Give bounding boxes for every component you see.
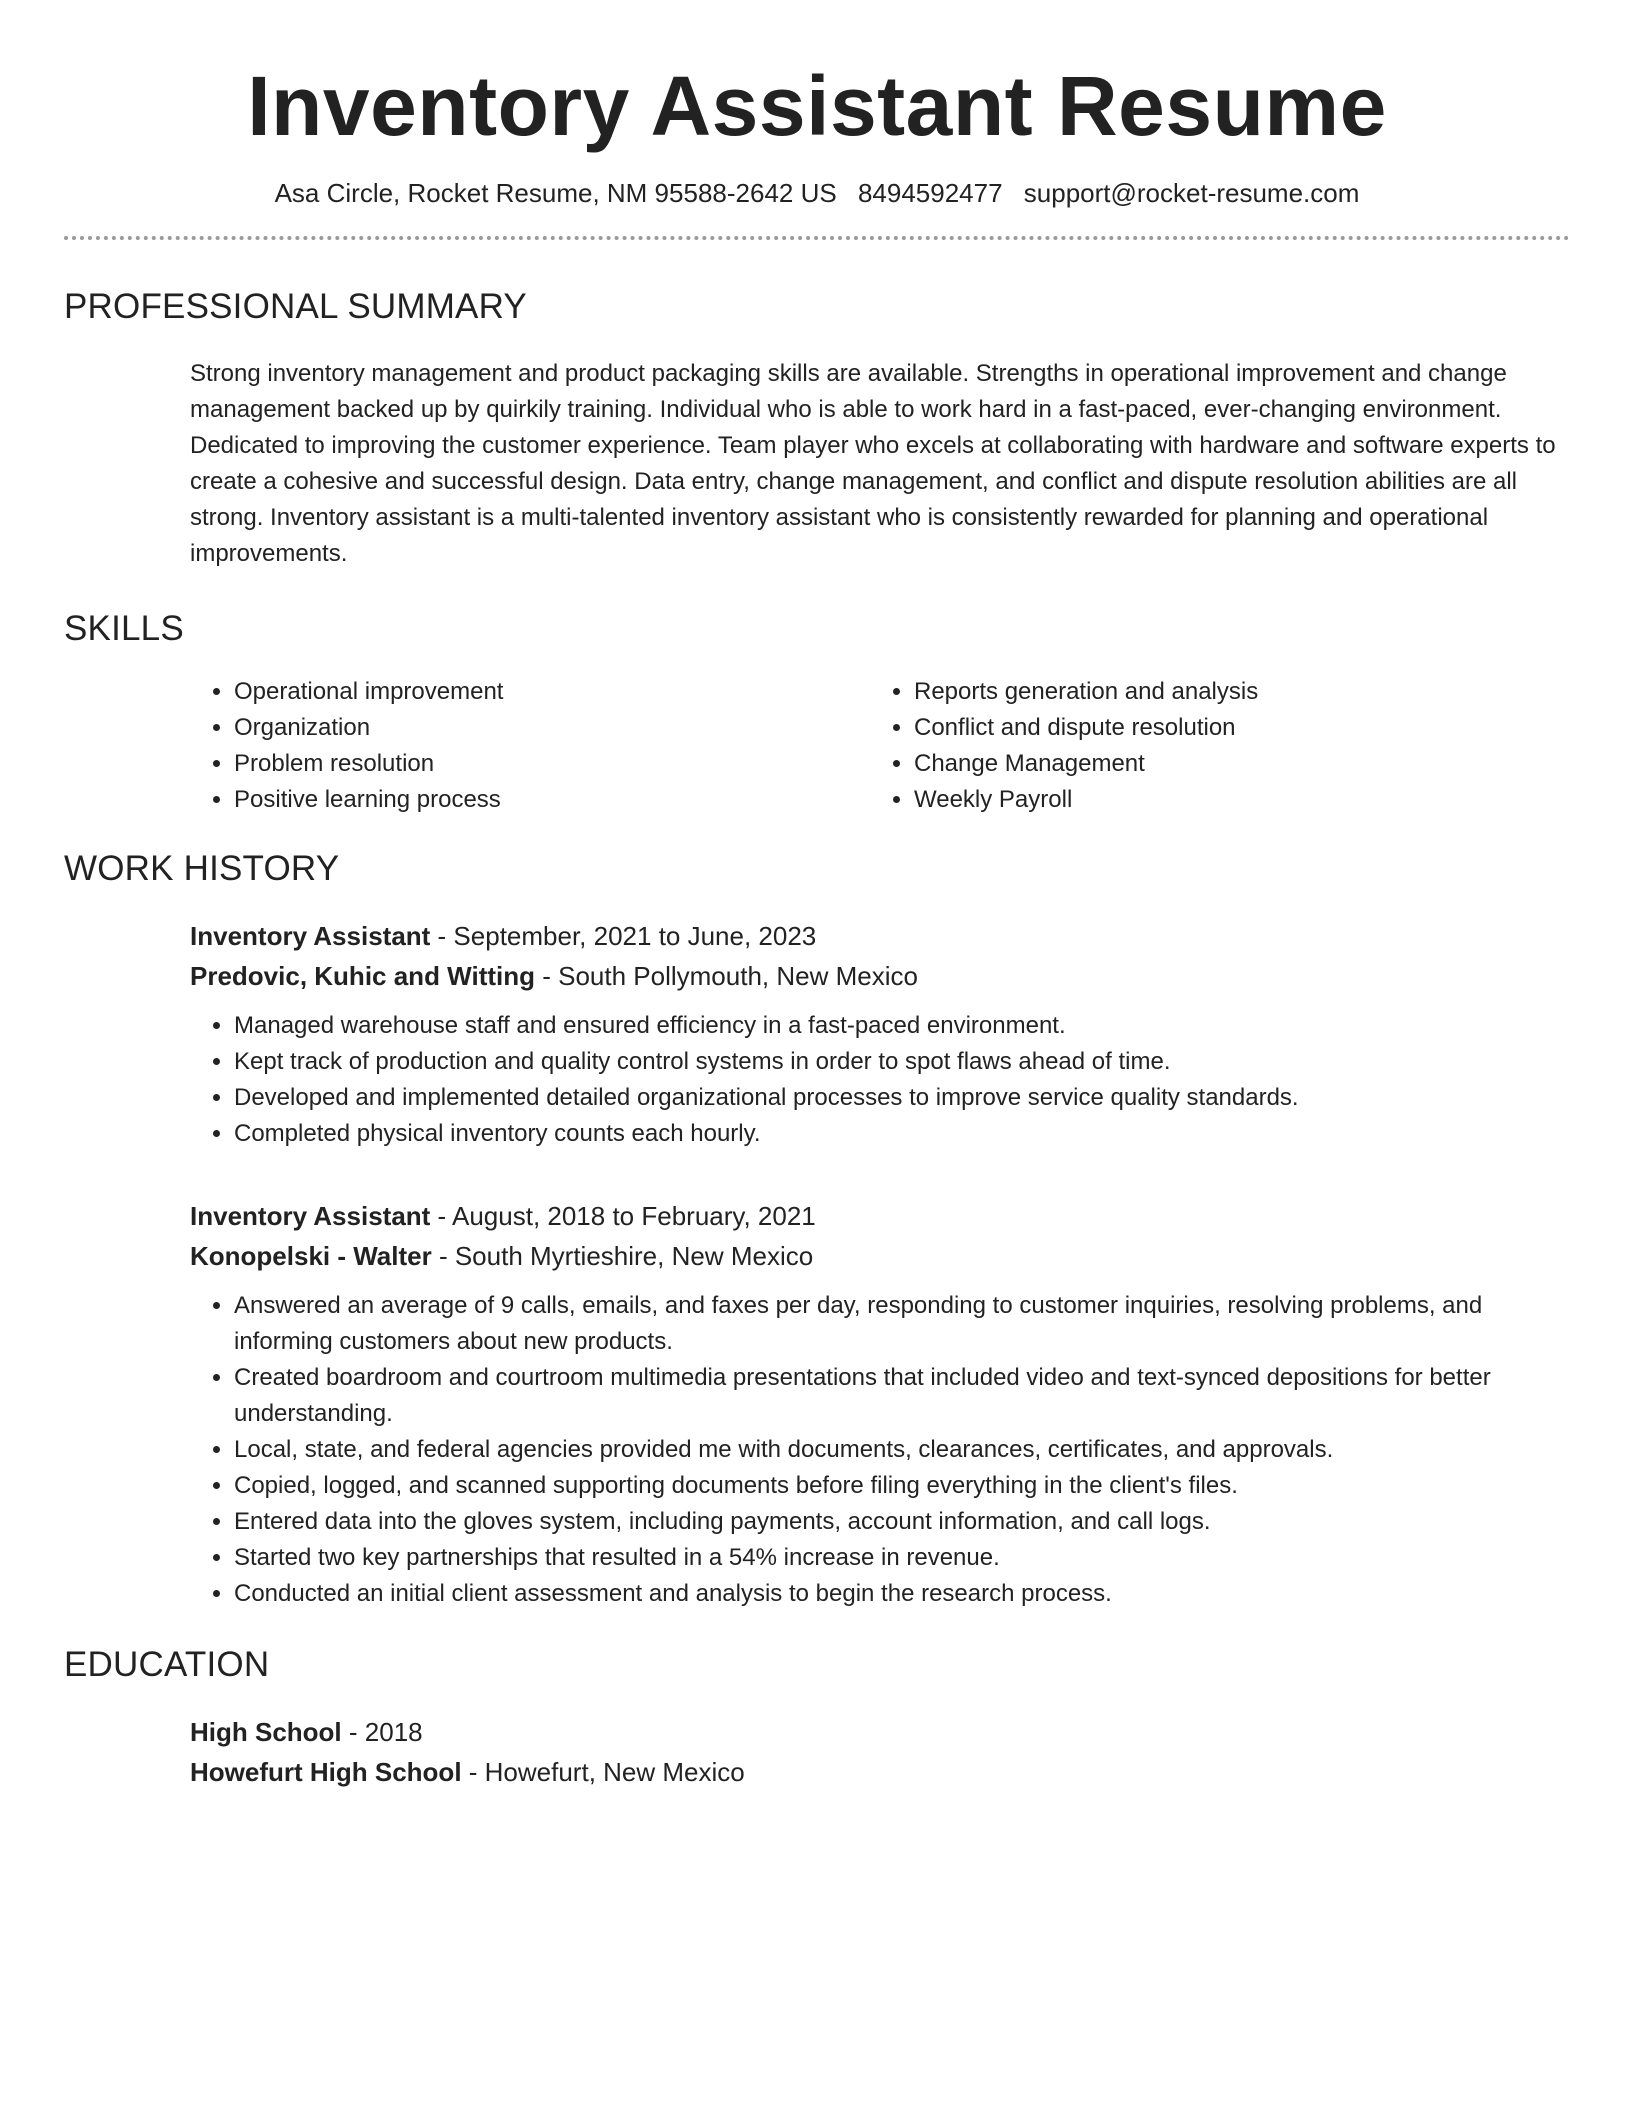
job-bullet: • Managed warehouse staff and ensured efficiency in a fast-paced environment. <box>234 1008 1570 1044</box>
job-bullet: • Answered an average of 9 calls, emails, and faxes per day, responding to customer inquiries, resolving problems, and informing customers about new products. <box>234 1288 1570 1360</box>
job-title: Inventory Assistant <box>190 1201 431 1231</box>
job-bullet: • Started two key partnerships that resulted in a 54% increase in revenue. <box>234 1540 1570 1576</box>
skill-item: • Weekly Payroll <box>914 782 1550 818</box>
education-entry <box>190 1712 1570 1792</box>
skills-heading: SKILLS <box>64 609 184 648</box>
job-entry <box>190 1196 1570 1612</box>
skills-column-left <box>190 674 870 818</box>
education-heading: EDUCATION <box>64 1645 270 1684</box>
summary-heading: PROFESSIONAL SUMMARY <box>64 287 527 326</box>
skill-item: • Problem resolution <box>234 746 870 782</box>
job-company: Predovic, Kuhic and Witting <box>190 961 536 991</box>
resume-page <box>64 0 1570 1792</box>
education-degree: High School <box>190 1717 342 1747</box>
job-bullet: • Conducted an initial client assessment and analysis to begin the research process. <box>234 1576 1570 1612</box>
job-bullet: • Kept track of production and quality control systems in order to spot flaws ahead of time. <box>234 1044 1570 1080</box>
job-bullet: • Created boardroom and courtroom multimedia presentations that included video and text-synced depositions for better understanding. <box>234 1360 1570 1432</box>
job-bullet: • Developed and implemented detailed organizational processes to improve service quality standards. <box>234 1080 1570 1116</box>
skill-item: • Reports generation and analysis <box>914 674 1550 710</box>
skill-item: • Operational improvement <box>234 674 870 710</box>
job-bullet: • Entered data into the gloves system, including payments, account information, and call logs. <box>234 1504 1570 1540</box>
job-bullets <box>190 1008 1570 1152</box>
job-bullets <box>190 1288 1570 1612</box>
job-company: Konopelski - Walter <box>190 1241 432 1271</box>
header-divider <box>64 236 1570 240</box>
job-bullet: • Copied, logged, and scanned supporting documents before filing everything in the client's files. <box>234 1468 1570 1504</box>
job-entry <box>190 916 1570 1152</box>
skill-item: • Organization <box>234 710 870 746</box>
education-school: Howefurt High School <box>190 1757 462 1787</box>
job-title-line <box>190 1196 1570 1236</box>
job-dates: - September, 2021 to June, 2023 <box>430 921 817 951</box>
skill-item: • Change Management <box>914 746 1550 782</box>
education-degree-line <box>190 1712 1570 1752</box>
page-title: Inventory Assistant Resume <box>247 59 1387 153</box>
job-bullet: • Local, state, and federal agencies provided me with documents, clearances, certificates, and approvals. <box>234 1432 1570 1468</box>
job-bullet: • Completed physical inventory counts each hourly. <box>234 1116 1570 1152</box>
contact-email: support@rocket-resume.com <box>1023 178 1360 208</box>
work-history-heading: WORK HISTORY <box>64 849 340 888</box>
skills-list <box>190 674 1570 818</box>
education-year: - 2018 <box>341 1717 423 1747</box>
contact-phone: 8494592477 <box>857 178 1003 208</box>
job-location: - South Pollymouth, New Mexico <box>535 961 918 991</box>
summary-text: Strong inventory management and product packaging skills are available. Strengths in operational improvement and change management backed up by quirkily training. Individual who is able to work hard in a fast-paced, ever-changing environment. Dedicated to improving the customer experience. Team player who excels at collaborating with hardware and software experts to create a cohesive and successful design. Data entry, change management, and conflict and dispute resolution abilities are all strong. Inventory assistant is a multi-talented inventory assistant who is consistently rewarded for planning and operational improvements. <box>190 360 1556 567</box>
job-dates: - August, 2018 to February, 2021 <box>430 1201 816 1231</box>
job-company-line <box>190 956 1570 996</box>
skills-column-right <box>870 674 1550 818</box>
education-location: - Howefurt, New Mexico <box>461 1757 745 1787</box>
skill-item: • Conflict and dispute resolution <box>914 710 1550 746</box>
job-title: Inventory Assistant <box>190 921 431 951</box>
job-title-line <box>190 916 1570 956</box>
contact-line <box>64 176 1570 210</box>
job-company-line <box>190 1236 1570 1276</box>
education-school-line <box>190 1752 1570 1792</box>
job-location: - South Myrtieshire, New Mexico <box>431 1241 814 1271</box>
contact-address: Asa Circle, Rocket Resume, NM 95588-2642 US <box>274 178 837 208</box>
skill-item: • Positive learning process <box>234 782 870 818</box>
